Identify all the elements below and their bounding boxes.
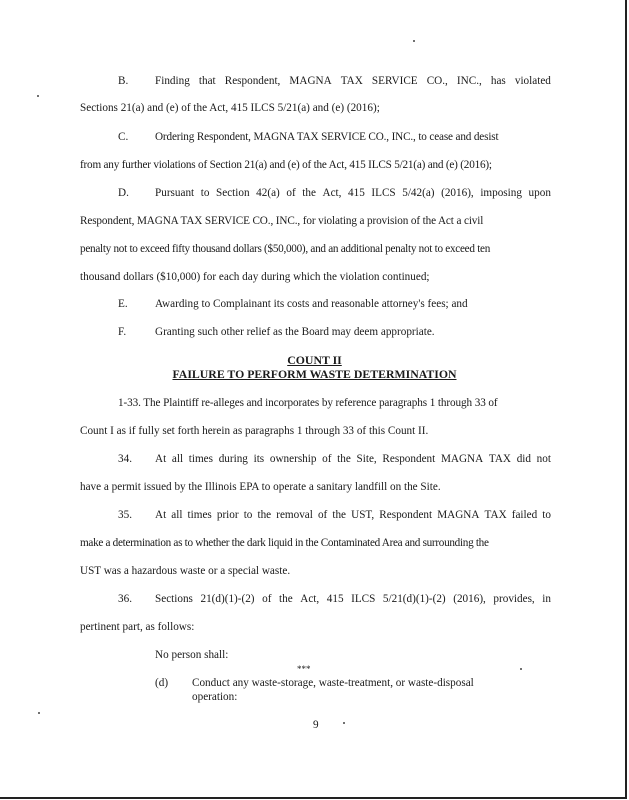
para-f-text: Granting such other relief as the Board may deem appropriate. <box>155 326 435 338</box>
quote-intro: No person shall: <box>155 649 229 661</box>
para-f-letter: F. <box>118 326 127 338</box>
scan-speck <box>413 40 415 42</box>
allegation-1-33-line1: 1-33. The Plaintiff re-alleges and incorporates by reference paragraphs 1 through 33 of <box>118 397 498 409</box>
allegation-34-line2: have a permit issued by the Illinois EPA to operate a sanitary landfill on the Site. <box>80 481 441 493</box>
para-c-line1: Ordering Respondent, MAGNA TAX SERVICE CO., INC., to cease and desist <box>155 131 499 143</box>
para-d-line4: thousand dollars ($10,000) for each day during which the violation continued; <box>80 271 430 283</box>
scan-speck <box>343 722 345 724</box>
count-title-heading: FAILURE TO PERFORM WASTE DETERMINATION <box>172 367 457 381</box>
allegation-34-line1: At all times during its ownership of the Site, Respondent MAGNA TAX did not <box>155 453 551 465</box>
quote-item-label: (d) <box>155 677 169 689</box>
para-c-line2: from any further violations of Section 21(a) and (e) of the Act, 415 ILCS 5/21(a) and (e) (2016); <box>80 159 492 171</box>
allegation-36-number: 36. <box>118 593 132 605</box>
allegation-36-line2: pertinent part, as follows: <box>80 621 195 633</box>
allegation-1-33-line2: Count I as if fully set forth herein as paragraphs 1 through 33 of this Count II. <box>80 425 429 437</box>
para-d-line1: Pursuant to Section 42(a) of the Act, 415 ILCS 5/42(a) (2016), imposing upon <box>155 187 551 199</box>
para-e-letter: E. <box>118 298 128 310</box>
allegation-35-line1: At all times prior to the removal of the UST, Respondent MAGNA TAX failed to <box>155 509 551 521</box>
scan-speck <box>520 668 522 670</box>
para-d-line3: penalty not to exceed fifty thousand dollars ($50,000), and an additional penalty not to exceed ten <box>80 243 491 255</box>
allegation-36-line1: Sections 21(d)(1)-(2) of the Act, 415 ILCS 5/21(d)(1)-(2) (2016), provides, in <box>155 593 551 605</box>
quote-item-line2: operation: <box>192 691 238 703</box>
para-e-text: Awarding to Complainant its costs and reasonable attorney's fees; and <box>155 298 468 310</box>
para-b-line2: Sections 21(a) and (e) of the Act, 415 ILCS 5/21(a) and (e) (2016); <box>80 102 380 114</box>
allegation-35-line2: make a determination as to whether the dark liquid in the Contaminated Area and surrounding the <box>80 537 489 549</box>
quote-item-line1: Conduct any waste-storage, waste-treatment, or waste-disposal <box>192 677 474 689</box>
para-d-line2: Respondent, MAGNA TAX SERVICE CO., INC., for violating a provision of the Act a civil <box>80 215 484 227</box>
para-b-letter: B. <box>118 75 129 87</box>
scan-speck <box>38 712 40 714</box>
para-c-letter: C. <box>118 131 129 143</box>
allegation-35-line3: UST was a hazardous waste or a special waste. <box>80 565 291 577</box>
allegation-35-number: 35. <box>118 509 132 521</box>
page-number: 9 <box>313 719 319 731</box>
para-b-line1: Finding that Respondent, MAGNA TAX SERVICE CO., INC., has violated <box>155 75 551 87</box>
allegation-34-number: 34. <box>118 453 132 465</box>
count-number-heading: COUNT II <box>287 353 342 367</box>
scan-speck <box>37 95 39 97</box>
quote-ellipsis: *** <box>297 664 311 674</box>
para-d-letter: D. <box>118 187 129 199</box>
